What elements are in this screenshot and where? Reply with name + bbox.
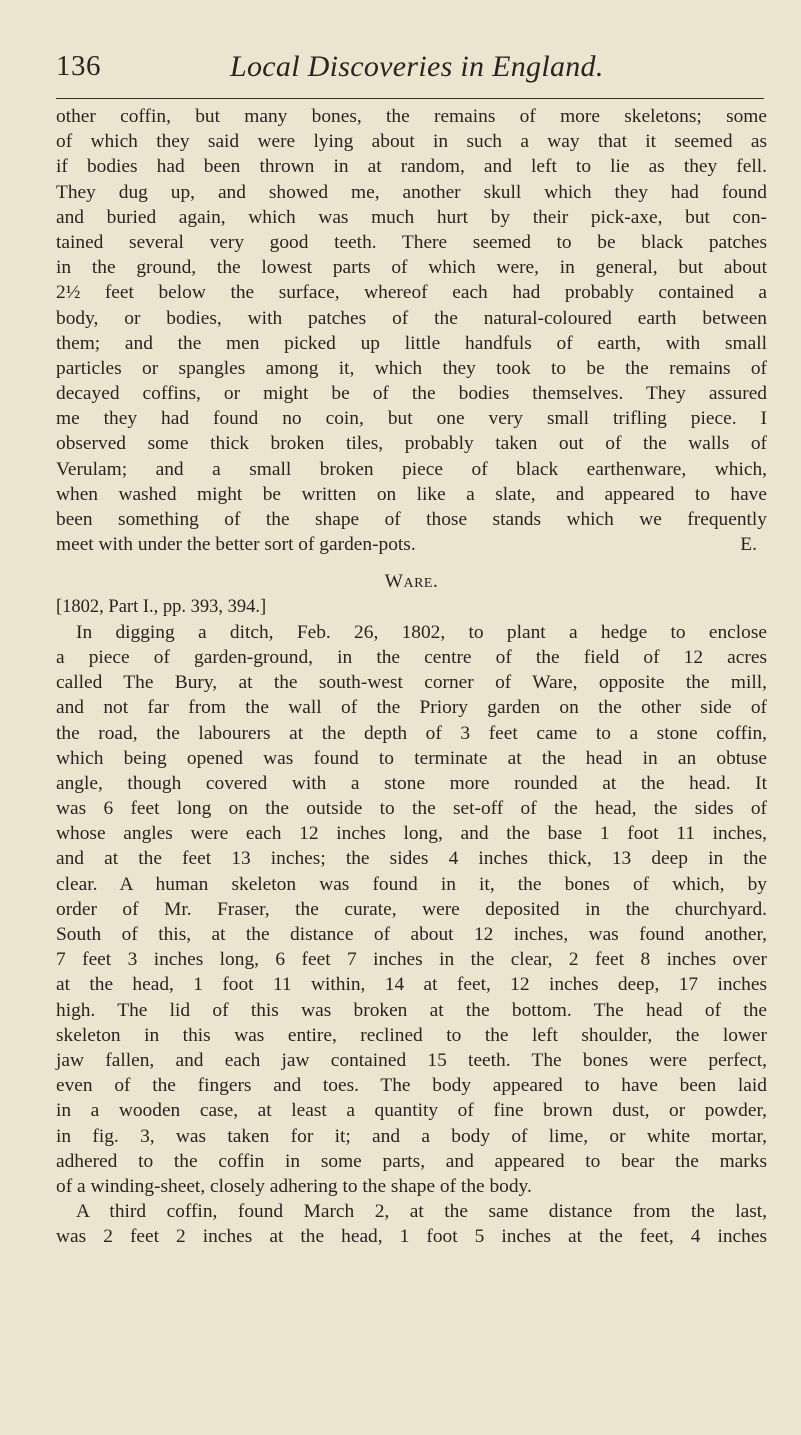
text-line: which being opened was found to terminate at the head in an obtuse	[56, 747, 767, 769]
text-line: was 2 feet 2 inches at the head, 1 foot 5 inches at the feet, 4 inches	[56, 1226, 767, 1248]
text-line: other coffin, but many bones, the remains of more skeletons; some	[56, 106, 767, 127]
text-line: when washed might be written on like a slate, and appeared to have	[56, 483, 767, 505]
text-line: high. The lid of this was broken at the bottom. The head of the	[56, 999, 767, 1021]
text-line: called The Bury, at the south-west corner of Ware, opposite the mill,	[56, 672, 767, 694]
text-line: been something of the shape of those stands which we frequently	[56, 509, 767, 530]
text-line: of a winding-sheet, closely adhering to the shape of the body.	[56, 1175, 532, 1197]
text-line: adhered to the coffin in some parts, and appeared to bear the marks	[56, 1150, 767, 1172]
text-line: jaw fallen, and each jaw contained 15 teeth. The bones were perfect,	[56, 1049, 767, 1071]
text-line: angle, though covered with a stone more rounded at the head. It	[56, 772, 767, 794]
text-line: of which they said were lying about in such a way that it seemed as	[56, 131, 767, 153]
text-line: was 6 feet long on the outside to the set-off of the head, the sides of	[56, 798, 767, 820]
text-line: in a wooden case, at least a quantity of fine brown dust, or powder,	[56, 1100, 767, 1122]
text-line: decayed coffins, or might be of the bodies themselves. They assured	[56, 383, 767, 405]
running-title: Local Discoveries in England.	[230, 50, 604, 83]
text-line: and not far from the wall of the Priory garden on the other side of	[56, 697, 767, 719]
page-number: 136	[56, 50, 101, 82]
text-line: order of Mr. Fraser, the curate, were deposited in the churchyard.	[56, 898, 767, 920]
text-line: in fig. 3, was taken for it; and a body of lime, or white mortar,	[56, 1125, 767, 1147]
paragraph-3	[56, 1199, 767, 1249]
text-line: tained several very good teeth. There seemed to be black patches	[56, 231, 767, 253]
text-line: whose angles were each 12 inches long, and the base 1 foot 11 inches,	[56, 823, 767, 845]
text-line: if bodies had been thrown in at random, and left to lie as they fell.	[56, 156, 767, 178]
text-line: meet with under the better sort of garden-pots.	[56, 534, 416, 556]
text-line: skeleton in this was entire, reclined to the left shoulder, the lower	[56, 1024, 767, 1046]
text-line: Verulam; and a small broken piece of black earthenware, which,	[56, 458, 767, 480]
text-line: even of the fingers and toes. The body appeared to have been laid	[56, 1075, 767, 1097]
section-heading: Ware.	[384, 571, 439, 593]
text-line: and buried again, which was much hurt by their pick-axe, but con-	[56, 206, 767, 228]
text-line: body, or bodies, with patches of the natural-coloured earth between	[56, 307, 767, 329]
text-line-with-signature	[56, 532, 767, 557]
text-line: 2½ feet below the surface, whereof each had probably contained a	[56, 282, 767, 304]
text-line: 7 feet 3 inches long, 6 feet 7 inches in the clear, 2 feet 8 inches over	[56, 949, 767, 971]
text-line: me they had found no coin, but one very small trifling piece. I	[56, 408, 767, 430]
text-line: They dug up, and showed me, another skull which they had found	[56, 181, 767, 203]
paragraph-2	[56, 620, 767, 1199]
paragraph-1	[56, 104, 767, 557]
text-line: observed some thick broken tiles, probably taken out of the walls of	[56, 433, 767, 455]
text-line: particles or spangles among it, which they took to be the remains of	[56, 357, 767, 379]
text-line: a piece of garden-ground, in the centre of the field of 12 acres	[56, 646, 767, 668]
text-line: A third coffin, found March 2, at the same distance from the last,	[76, 1201, 767, 1223]
signature: E.	[740, 534, 757, 556]
header-rule	[56, 98, 764, 99]
text-line: the road, the labourers at the depth of 3 feet came to a stone coffin,	[56, 722, 767, 744]
body-text	[56, 104, 767, 1249]
text-line: clear. A human skeleton was found in it, the bones of which, by	[56, 873, 767, 895]
running-head	[56, 50, 764, 90]
text-line: In digging a ditch, Feb. 26, 1802, to plant a hedge to enclose	[76, 621, 767, 643]
text-line: in the ground, the lowest parts of which were, in general, but about	[56, 257, 767, 279]
text-line: at the head, 1 foot 11 within, 14 at feet, 12 inches deep, 17 inches	[56, 974, 767, 996]
text-line: South of this, at the distance of about 12 inches, was found another,	[56, 924, 767, 945]
text-line: them; and the men picked up little handfuls of earth, with small	[56, 332, 767, 354]
text-line: and at the feet 13 inches; the sides 4 inches thick, 13 deep in the	[56, 848, 767, 870]
section-reference: [1802, Part I., pp. 393, 394.]	[56, 596, 267, 617]
